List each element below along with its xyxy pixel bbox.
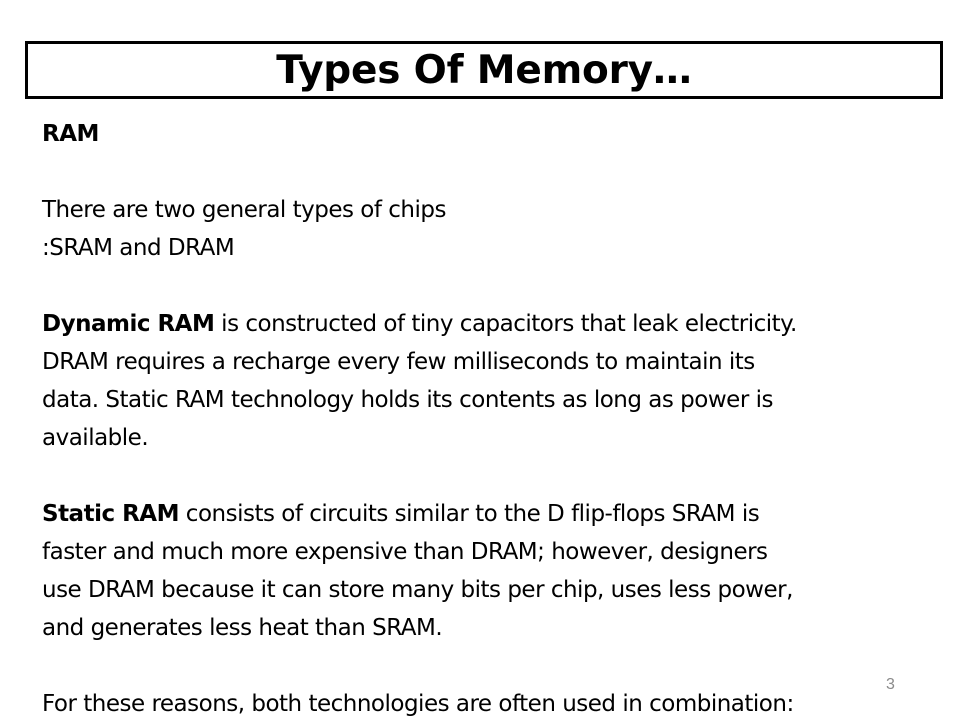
spacer xyxy=(42,457,942,495)
slide-body xyxy=(42,115,942,723)
page-number: 3 xyxy=(886,676,895,693)
dram-term: Dynamic RAM xyxy=(42,311,215,337)
sram-paragraph-line xyxy=(42,495,942,533)
title-box xyxy=(25,41,943,99)
sram-text: consists of circuits similar to the D flip-flops SRAM is xyxy=(179,501,760,527)
closing-line: For these reasons, both technologies are often used in combination: xyxy=(42,691,794,717)
dram-text: is constructed of tiny capacitors that leak electricity. xyxy=(214,311,797,337)
dram-paragraph-line: data. Static RAM technology holds its contents as long as power is xyxy=(42,387,773,413)
spacer xyxy=(42,267,942,305)
spacer xyxy=(42,647,942,685)
dram-paragraph-line: DRAM requires a recharge every few milliseconds to maintain its xyxy=(42,349,755,375)
section-heading: RAM xyxy=(42,121,99,147)
sram-paragraph-line: faster and much more expensive than DRAM; however, designers xyxy=(42,539,768,565)
sram-paragraph-line: use DRAM because it can store many bits per chip, uses less power, xyxy=(42,577,793,603)
sram-paragraph-line: and generates less heat than SRAM. xyxy=(42,615,443,641)
intro-line: There are two general types of chips xyxy=(42,197,446,223)
dram-paragraph-line xyxy=(42,305,942,343)
intro-line: :SRAM and DRAM xyxy=(42,235,235,261)
sram-term: Static RAM xyxy=(42,501,179,527)
spacer xyxy=(42,153,942,191)
dram-paragraph-line: available. xyxy=(42,425,149,451)
slide-title: Types Of Memory… xyxy=(276,47,692,93)
